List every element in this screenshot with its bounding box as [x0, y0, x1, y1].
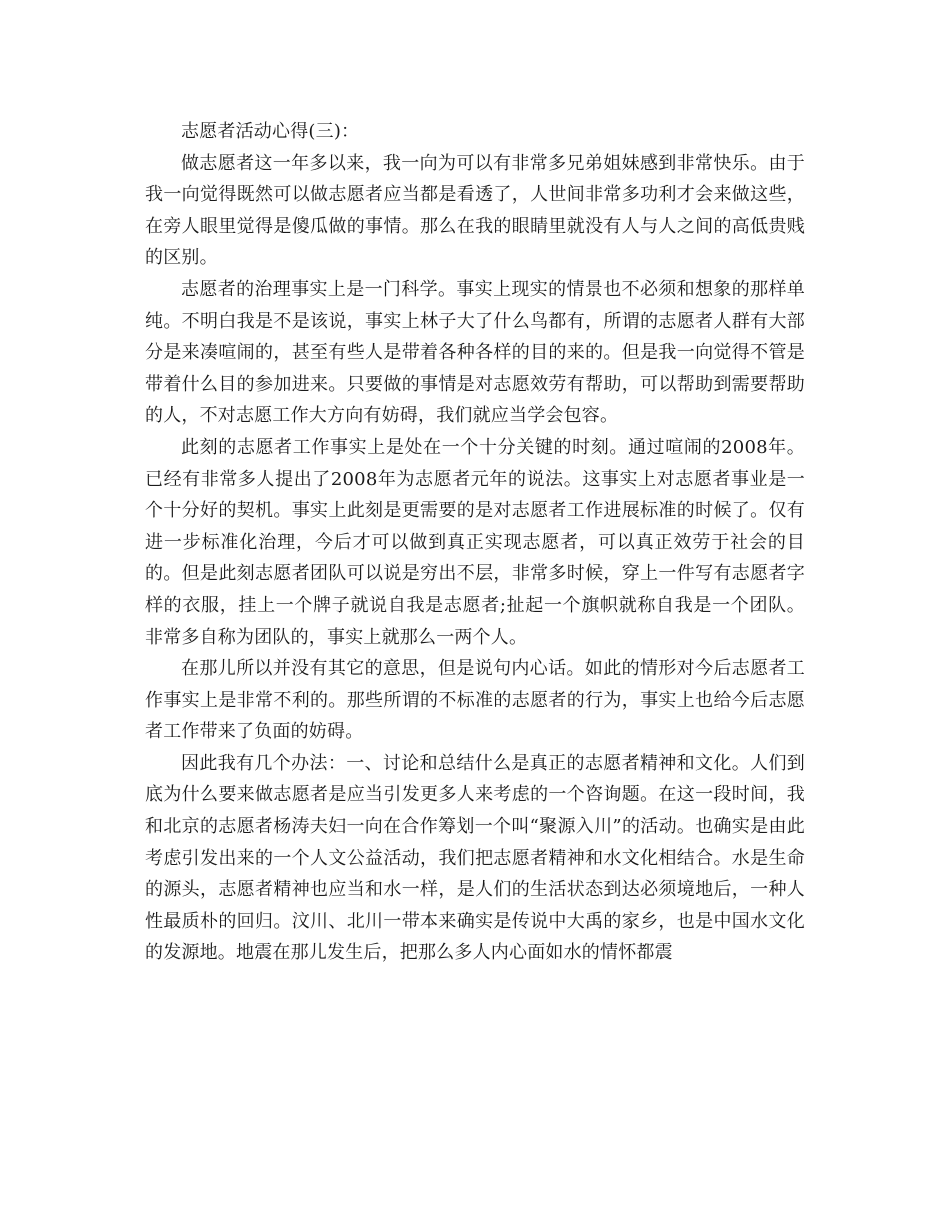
paragraph-4: 在那儿所以并没有其它的意思，但是说句内心话。如此的情形对今后志愿者工作事实上是非常不利的。那些所谓的不标准的志愿者的行为，事实上也给今后志愿者工作带来了负面的妨碍。: [145, 658, 805, 743]
paragraph-1: 做志愿者这一年多以来，我一向为可以有非常多兄弟姐妹感到非常快乐。由于我一向觉得既然可以做志愿者应当都是看透了，人世间非常多功利才会来做这些，在旁人眼里觉得是傻瓜做的事情。那么在我的眼睛里就没有人与人之间的高低贵贱的区别。: [145, 152, 805, 269]
paragraph-3: 此刻的志愿者工作事实上是处在一个十分关键的时刻。通过喧闹的2008年。已经有非常多人提出了2008年为志愿者元年的说法。这事实上对志愿者事业是一个十分好的契机。事实上此刻是更需要的是对志愿者工作进展标准的时候了。仅有进一步标准化治理，今后才可以做到真正实现志愿者，可以真正效劳于社会的目的。但是此刻志愿者团队可以说是穷出不层，非常多时候，穿上一件写有志愿者字样的衣服，挂上一个牌子就说自我是志愿者;扯起一个旗帜就称自我是一个团队。非常多自称为团队的，事实上就那么一两个人。: [145, 436, 805, 648]
paragraph-5: 因此我有几个办法：一、讨论和总结什么是真正的志愿者精神和文化。人们到底为什么要来做志愿者是应当引发更多人来考虑的一个咨询题。在这一段时间，我和北京的志愿者杨涛夫妇一向在合作筹划一个叫“聚源入川”的活动。也确实是由此考虑引发出来的一个人文公益活动，我们把志愿者精神和水文化相结合。水是生命的源头，志愿者精神也应当和水一样，是人们的生活状态到达必须境地后，一种人性最质朴的回归。汶川、北川一带本来确实是传说中大禹的家乡，也是中国水文化的发源地。地震在那儿发生后，把那么多人内心面如水的情怀都震: [145, 752, 805, 964]
paragraph-2: 志愿者的治理事实上是一门科学。事实上现实的情景也不必须和想象的那样单纯。不明白我是不是该说，事实上林子大了什么鸟都有，所谓的志愿者人群有大部分是来凑喧闹的，甚至有些人是带着各种各样的目的来的。但是我一向觉得不管是带着什么目的参加进来。只要做的事情是对志愿效劳有帮助，可以帮助到需要帮助的人，不对志愿工作大方向有妨碍，我们就应当学会包容。: [145, 278, 805, 427]
document-body: [145, 116, 805, 969]
section-heading: 志愿者活动心得(三)：: [181, 121, 360, 142]
